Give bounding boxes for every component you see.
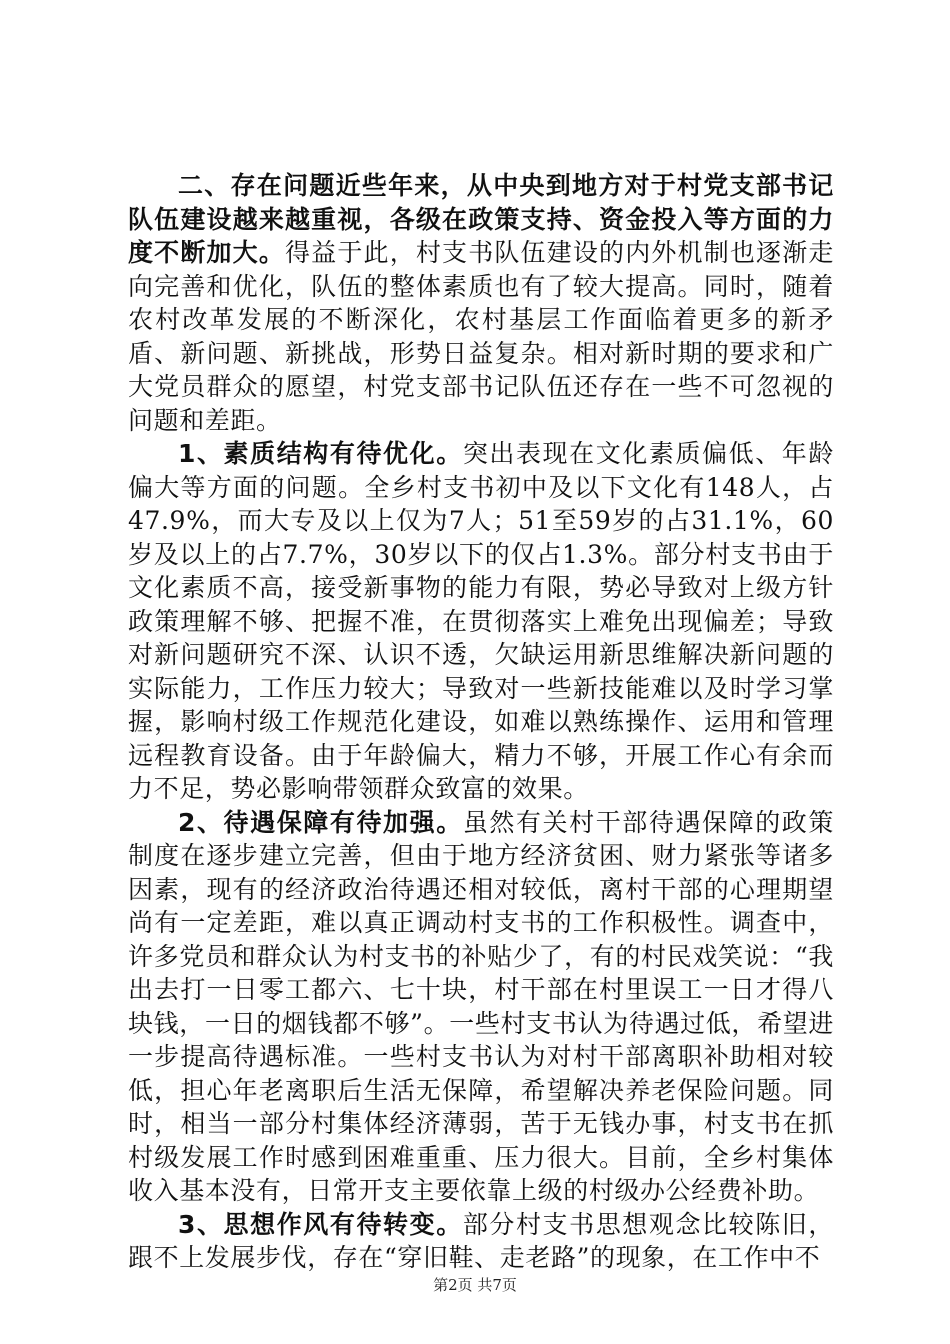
paragraph-heading: 1、素质结构有待优化。 — [178, 439, 463, 468]
paragraph-heading: 3、思想作风有待转变。 — [178, 1209, 463, 1239]
paragraph-treatment-guarantee — [128, 806, 834, 1208]
paragraph-text: 虽然有关村干部待遇保障的政策制度在逐步建立完善，但由于地方经济贫困、财力紧张等诸多因素，现有的经济政治待遇还相对较低，离村干部的心理期望尚有一定差距，难以真正调动村支书的工作积极性。调查中，许多党员和群众认为村支书的补贴少了，有的村民戏笑说：“我出去打一日零工都六、七十块，村干部在村里误工一日才得八块钱，一日的烟钱都不够”。一些村支书认为待遇过低，希望进一步提高待遇标准。一些村支书认为对村干部离职补助相对较低，担心年老离职后生活无保障，希望解决养老保险问题。同时，相当一部分村集体经济薄弱，苦于无钱办事，村支书在抓村级发展工作时感到困难重重、压力很大。目前，全乡村集体收入基本没有，日常开支主要依靠上级的村级办公经费补助。 — [128, 807, 834, 1205]
paragraph-quality-structure — [128, 437, 834, 806]
paragraph-heading: 二、存在问题近些年来，从中央到地方对于村党支部书记队伍建设越来越重视，各级在政策支持、资金投入等方面的力度不断加大。 — [128, 171, 834, 267]
paragraph-work-style — [128, 1208, 834, 1275]
page-number-footer: 第2页 共7页 — [433, 1276, 517, 1294]
paragraph-text: 部分村支书思想观念比较陈旧，跟不上发展步伐，存在“穿旧鞋、走老路”的现象，在工作中不 — [128, 1209, 834, 1272]
paragraph-heading: 2、待遇保障有待加强。 — [178, 807, 463, 837]
paragraph-section-two — [128, 169, 834, 437]
paragraph-text: 突出表现在文化素质偏低、年龄偏大等方面的问题。全乡村支书初中及以下文化有148人，占47.9%，而大专及以上仅为7人；51至59岁的占31.1%，60岁及以上的占7.7%，30岁以下的仅占1.3%。部分村支书由于文化素质不高，接受新事物的能力有限，势必导致对上级方针政策理解不够、把握不准，在贯彻落实上难免出现偏差；导致对新问题研究不深、认识不透，欠缺运用新思维解决新问题的实际能力，工作压力较大；导致对一些新技能难以及时学习掌握，影响村级工作规范化建设，如难以熟练操作、运用和管理远程教育设备。由于年龄偏大，精力不够，开展工作心有余而力不足，势必影响带领群众致富的效果。 — [128, 439, 834, 803]
paragraph-text: 得益于此，村支书队伍建设的内外机制也逐渐走向完善和优化，队伍的整体素质也有了较大提高。同时，随着农村改革发展的不断深化，农村基层工作面临着更多的新矛盾、新问题、新挑战，形势日益复杂。相对新时期的要求和广大党员群众的愿望，村党支部书记队伍还存在一些不可忽视的问题和差距。 — [128, 238, 834, 435]
document-body — [128, 169, 834, 1275]
